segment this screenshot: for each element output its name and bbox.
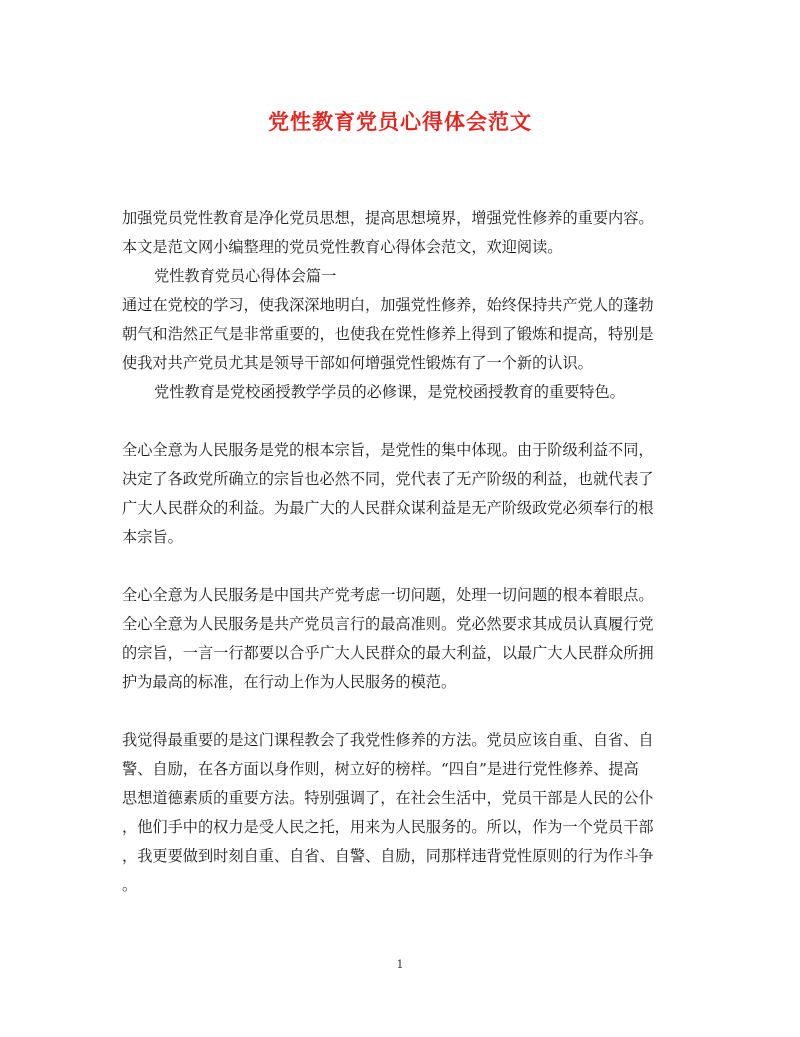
paragraph-gap	[122, 697, 682, 726]
text-line: 的宗旨，一言一行都要以合乎广大人民群众的最大利益，以最广大人民群众所拥	[122, 644, 654, 662]
text-line: ，我更要做到时刻自重、自省、自警、自励，同那样违背党性原则的行为作斗争	[122, 847, 654, 865]
paragraph-intro	[122, 204, 682, 262]
text-line: 党性教育是党校函授教学学员的必修课，是党校函授教育的重要特色。	[154, 383, 625, 401]
paragraph-gap	[122, 407, 682, 436]
text-line: 决定了各政党所确立的宗旨也必然不同，党代表了无产阶级的利益，也就代表了	[122, 470, 654, 488]
text-line: 广大人民群众的利益。为最广大的人民群众谋利益是无产阶级政党必须奉行的根	[122, 499, 654, 517]
text-line: 警、自励，在各方面以身作则，树立好的榜样。“四自”是进行党性修养、提高	[122, 760, 639, 778]
text-line: 全心全意为人民服务是中国共产党考虑一切问题，处理一切问题的根本着眼点。	[122, 586, 654, 604]
text-line: 我觉得最重要的是这门课程教会了我党性修养的方法。党员应该自重、自省、自	[122, 731, 654, 749]
paragraph-course	[122, 378, 682, 407]
text-line: 。	[122, 876, 138, 894]
paragraph-gap	[122, 552, 682, 581]
text-line: 朝气和浩然正气是非常重要的，也使我在党性修养上得到了锻炼和提高，特别是	[122, 325, 654, 343]
text-line: 加强党员党性教育是净化党员思想，提高思想境界，增强党性修养的重要内容。	[122, 209, 654, 227]
document-title: 党性教育党员心得体会范文	[268, 110, 532, 134]
paragraph-study	[122, 291, 682, 378]
section-heading	[122, 262, 682, 291]
text-line: 全心全意为人民服务是党的根本宗旨，是党性的集中体现。由于阶级利益不同，	[122, 441, 654, 459]
text-line: 本宗旨。	[122, 528, 183, 546]
text-line: 思想道德素质的重要方法。特别强调了，在社会生活中，党员干部是人民的公仆	[122, 789, 654, 807]
paragraph-purpose	[122, 436, 682, 552]
document-body	[122, 204, 682, 900]
text-line: 护为最高的标准，在行动上作为人民服务的模范。	[122, 673, 457, 691]
section-heading-text: 党性教育党员心得体会篇一	[154, 267, 337, 285]
page-number: 1	[396, 958, 404, 971]
text-line: 通过在党校的学习，使我深深地明白，加强党性修养，始终保持共产党人的蓬勃	[122, 296, 654, 314]
paragraph-method	[122, 726, 682, 900]
text-line: ，他们手中的权力是受人民之托，用来为人民服务的。所以，作为一个党员干部	[122, 818, 654, 836]
text-line: 本文是范文网小编整理的党员党性教育心得体会范文，欢迎阅读。	[122, 238, 563, 256]
paragraph-service	[122, 581, 682, 697]
text-line: 全心全意为人民服务是共产党员言行的最高准则。党必然要求其成员认真履行党	[122, 615, 654, 633]
text-line: 使我对共产党员尤其是领导干部如何增强党性锻炼有了一个新的认识。	[122, 354, 593, 372]
